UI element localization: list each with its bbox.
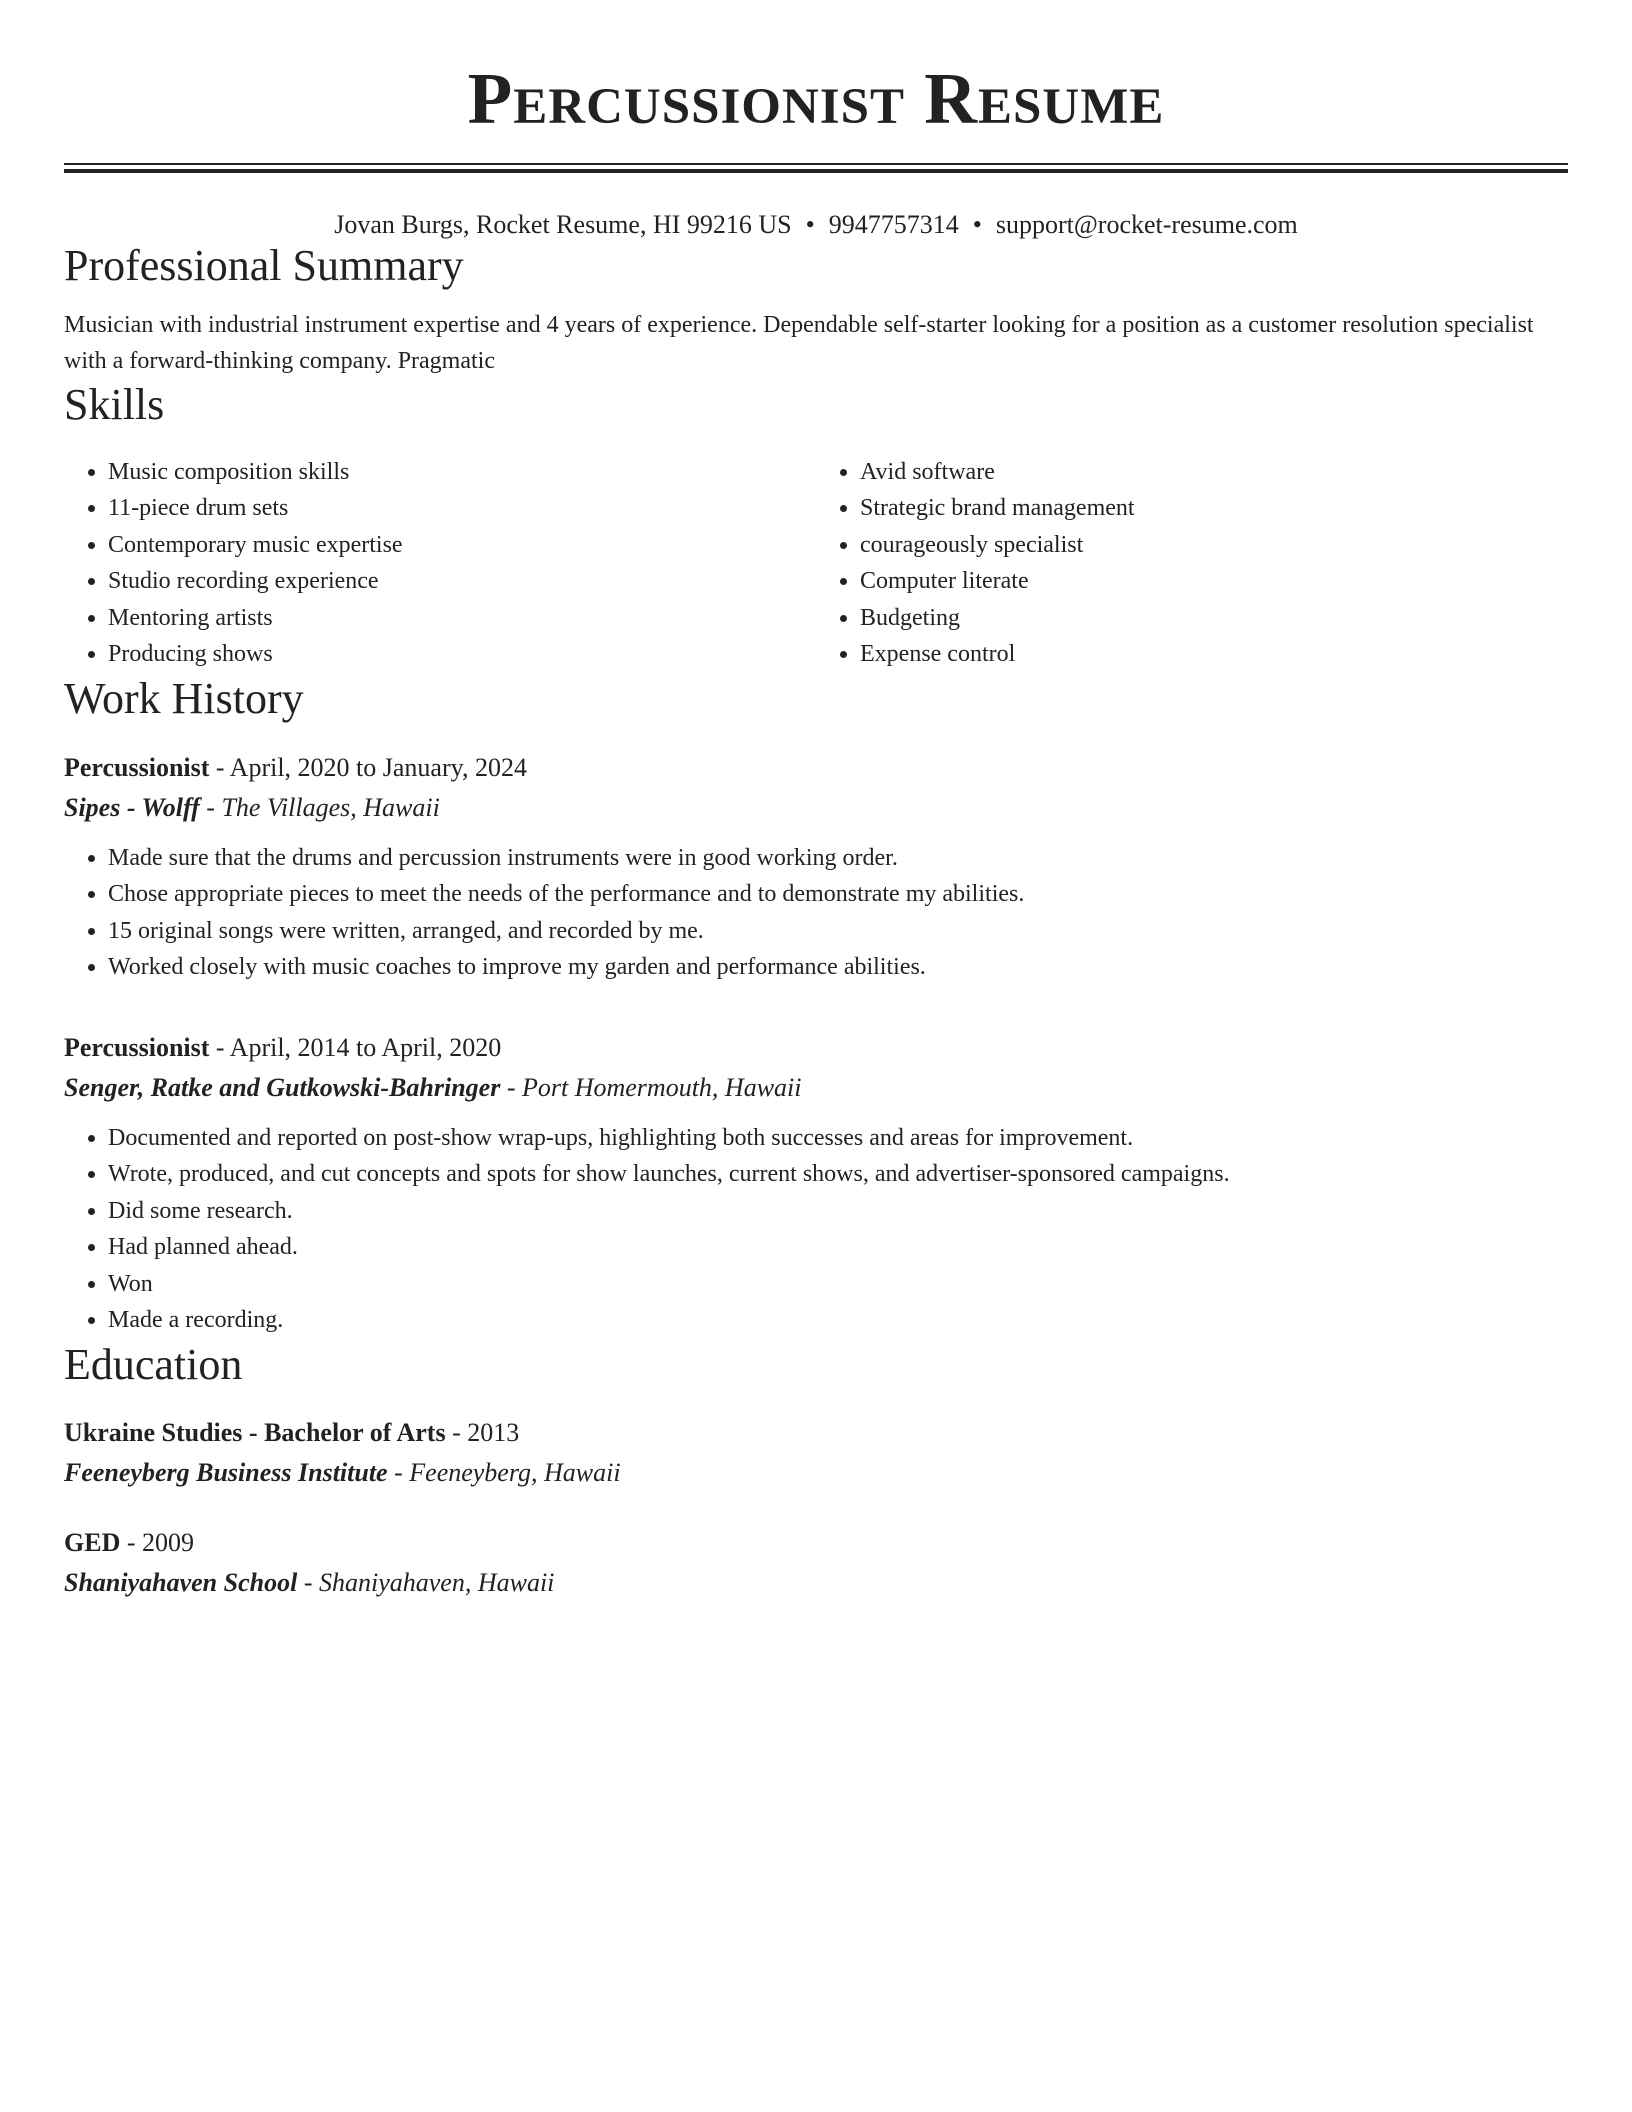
- education-heading: Education: [64, 1339, 243, 1389]
- education-degree-line: [64, 1523, 1568, 1563]
- dash: -: [394, 1458, 403, 1488]
- job-dates: April, 2014 to April, 2020: [229, 1032, 502, 1062]
- skills-list-left: [64, 454, 816, 673]
- education-year: 2009: [142, 1528, 195, 1558]
- skill-item: • 11-piece drum sets: [108, 490, 816, 527]
- contact-email: support@rocket-resume.com: [995, 210, 1298, 239]
- job-dates: April, 2020 to January, 2024: [229, 752, 527, 782]
- education-year: 2013: [467, 1418, 520, 1448]
- job-bullet: • Did some research.: [108, 1193, 1568, 1230]
- job-company: Senger, Ratke and Gutkowski-Bahringer: [64, 1072, 501, 1102]
- title-divider: [64, 163, 1568, 173]
- education-location: Shaniyahaven, Hawaii: [319, 1568, 555, 1598]
- skill-item: • Mentoring artists: [108, 600, 816, 637]
- job-entry: [64, 1028, 1568, 1339]
- job-company-line: [64, 1068, 1568, 1108]
- dash: -: [215, 752, 225, 782]
- skill-item: • Budgeting: [860, 600, 1568, 637]
- job-bullet: • Made sure that the drums and percussion instruments were in good working order.: [108, 840, 1568, 877]
- job-entry: [64, 748, 1568, 986]
- skill-item: • Strategic brand management: [860, 490, 1568, 527]
- skill-item: • Music composition skills: [108, 454, 816, 491]
- education-degree: GED: [64, 1528, 121, 1558]
- dash: -: [126, 1528, 136, 1558]
- dash: -: [506, 1072, 516, 1102]
- job-bullet: • Had planned ahead.: [108, 1229, 1568, 1266]
- education-school-line: [64, 1563, 1568, 1603]
- education-degree-line: [64, 1413, 1568, 1453]
- job-location: The Villages, Hawaii: [221, 792, 440, 822]
- skill-item: • Computer literate: [860, 563, 1568, 600]
- education-degree: Ukraine Studies - Bachelor of Arts: [64, 1418, 446, 1448]
- skill-item: • courageously specialist: [860, 527, 1568, 564]
- job-bullet: • 15 original songs were written, arranged, and recorded by me.: [108, 913, 1568, 950]
- skill-item: • Studio recording experience: [108, 563, 816, 600]
- education-school: Feeneyberg Business Institute: [64, 1458, 388, 1488]
- skill-item: • Expense control: [860, 636, 1568, 673]
- job-bullet: • Wrote, produced, and cut concepts and spots for show launches, current shows, and advertiser-sponsored campaigns.: [108, 1156, 1568, 1193]
- job-location: Port Homermouth, Hawaii: [521, 1072, 802, 1102]
- job-title: Percussionist: [64, 1032, 210, 1062]
- dash: -: [452, 1418, 461, 1448]
- education-entry: [64, 1523, 1568, 1603]
- page-title: Percussionist Resume: [467, 58, 1165, 139]
- job-title-line: [64, 1028, 1568, 1068]
- job-company: Sipes - Wolff: [64, 792, 200, 822]
- dash: -: [215, 1032, 225, 1062]
- job-company-line: [64, 788, 1568, 828]
- job-bullet: • Made a recording.: [108, 1302, 1568, 1339]
- summary-heading: Professional Summary: [64, 241, 464, 291]
- job-title: Percussionist: [64, 752, 210, 782]
- contact-separator: •: [972, 210, 982, 239]
- education-school: Shaniyahaven School: [64, 1568, 298, 1598]
- summary-text: Musician with industrial instrument expertise and 4 years of experience. Dependable self-starter looking for a position as a customer resolution specialist with a forward-thinking company. Pragmatic: [64, 311, 1534, 374]
- skills-columns: [64, 454, 1568, 673]
- skill-item: • Avid software: [860, 454, 1568, 491]
- contact-phone: 9947757314: [828, 210, 959, 239]
- contact-separator: •: [805, 210, 815, 239]
- work-history-heading: Work History: [64, 673, 304, 723]
- education-location: Feeneyberg, Hawaii: [409, 1458, 621, 1488]
- job-title-line: [64, 748, 1568, 788]
- skill-item: • Producing shows: [108, 636, 816, 673]
- dash: -: [206, 792, 215, 822]
- skills-list-right: [816, 454, 1568, 673]
- skills-heading: Skills: [64, 379, 165, 429]
- education-school-line: [64, 1453, 1568, 1493]
- contact-address: Jovan Burgs, Rocket Resume, HI 99216 US: [334, 210, 792, 239]
- education-entry: [64, 1413, 1568, 1493]
- job-bullets: [64, 840, 1568, 986]
- job-bullet: • Worked closely with music coaches to improve my garden and performance abilities.: [108, 949, 1568, 986]
- dash: -: [303, 1568, 313, 1598]
- job-bullet: • Won: [108, 1266, 1568, 1303]
- job-bullets: [64, 1120, 1568, 1339]
- job-bullet: • Chose appropriate pieces to meet the needs of the performance and to demonstrate my abilities.: [108, 876, 1568, 913]
- skill-item: • Contemporary music expertise: [108, 527, 816, 564]
- contact-line: [64, 209, 1568, 240]
- job-bullet: • Documented and reported on post-show wrap-ups, highlighting both successes and areas for improvement.: [108, 1120, 1568, 1157]
